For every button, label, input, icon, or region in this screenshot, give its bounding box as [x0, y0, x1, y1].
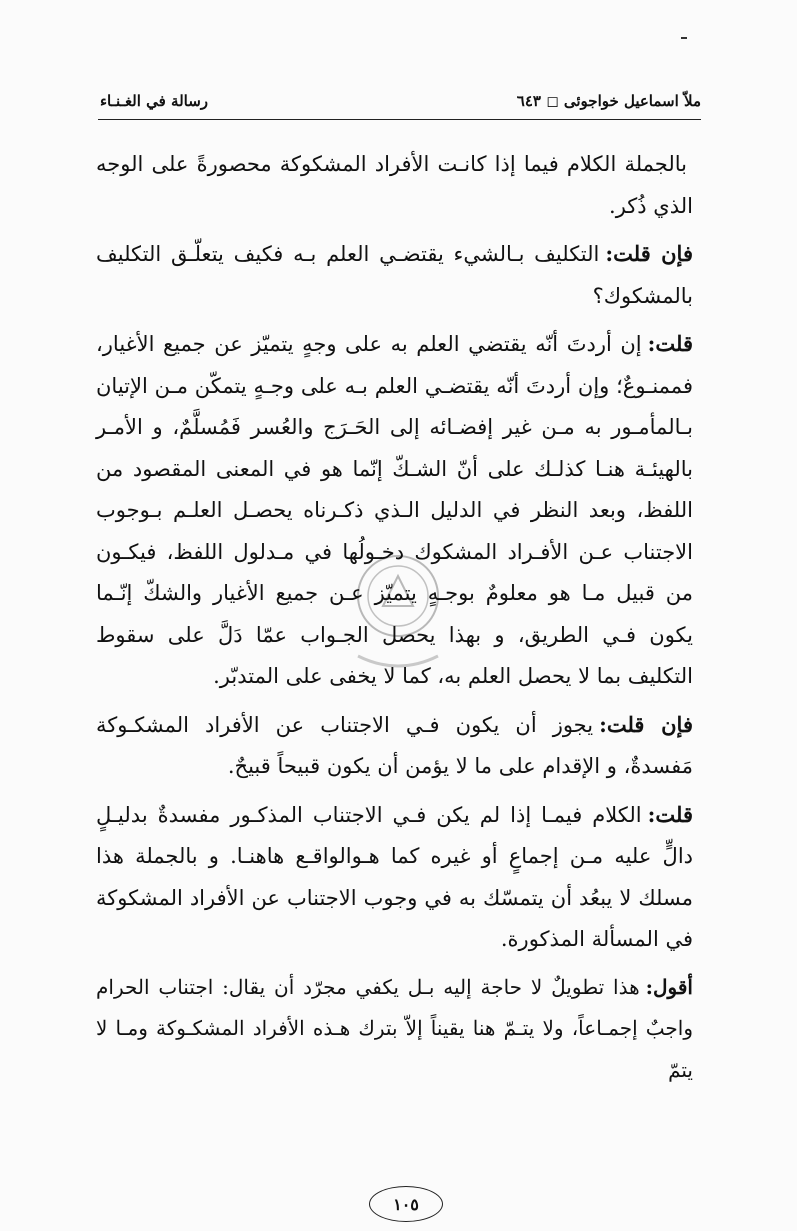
- running-header: [100, 86, 701, 110]
- paragraph-5: قلت:الكلام فيمـا إذا لم يكن فـي الاجتناب المذكـور مفسدةٌ بدليـلٍ دالٍّ عليه مـن إجماعٍ أو غيره كما هـوالواقـع هاهنـا. و بالجملة هذا مسلك لا يبعُد أن يتمسّك به في وجوب الاجتناب عن الأفراد المشكوكة في المسألة المذكورة.: [96, 801, 693, 951]
- page-number: ١٠٥: [369, 1186, 443, 1222]
- paragraph-4: فإن قلت:يجوز أن يكون فـي الاجتناب عن الأفراد المشكـوكة مَفسدةٌ، و الإقدام على ما لا يؤمن أن يكون قبيحاً قبيحٌ.: [96, 711, 693, 778]
- header-author-page: ملاّ اسماعيل خواجوئى ◻ ٦٤٣: [516, 92, 701, 110]
- body-text: [96, 143, 693, 1097]
- header-divider: [98, 119, 701, 120]
- header-book-title: رسالة في الغـنـاء: [100, 92, 209, 110]
- paragraph-2: فإن قلت:التكليف بـالشيء يقتضـي العلم بـه فكيف يتعلّـق التكليف بالمشكوك؟: [96, 241, 693, 308]
- paragraph-3: قلت:إن أردتَ أنّه يقتضي العلم به على وجهٍ يتميّز عن جميع الأغيار، فممنـوعٌ؛ وإن أردتَ أنّه يقتضـي العلم بـه على وجـهٍ يتمكّن مـن الإتيان بـالمأمـور به مـن غير إفضـائه إلى الحَـرَج والعُسر فَمُسلَّمٌ، و الأمـر بالهيئـة هنـا كذلـك على أنّ الشـكّ إنّما هو في المعنى المقصود من اللفظ، وبعد النظر في الدليل الـذي ذكـرناه يحصـل العلـم بـوجوب الاجتناب عـن الأفـراد المشكوك دخـولُها في مـدلول اللفظ، فيكـون من قبيل مـا هو معلومٌ بوجـهٍ يتميّز عـن جميع الأغيار والشكّ إنّـما يكون فـي الطريق، و بهذا يحصل الجـواب عمّا دَلَّ على سقوط التكليف بما لا يحصل العلم به، كما لا يخفى على المتدبّر.: [96, 331, 693, 688]
- paragraph-1: بالجملة الكلام فيما إذا كانـت الأفراد المشكوكة محصورةً على الوجه الذي ذُكر.: [96, 152, 693, 218]
- paragraph-6: أقول:هذا تطويلٌ لا حاجة إليه بـل يكفي مجرّد أن يقال: اجتناب الحرام واجبٌ إجمـاعاً، ولا يتـمّ هنا يقيناً إلاّ بترك هـذه الأفراد المشكـوكة ومـا لا يتمّ: [96, 974, 693, 1082]
- scan-mark: [681, 37, 687, 39]
